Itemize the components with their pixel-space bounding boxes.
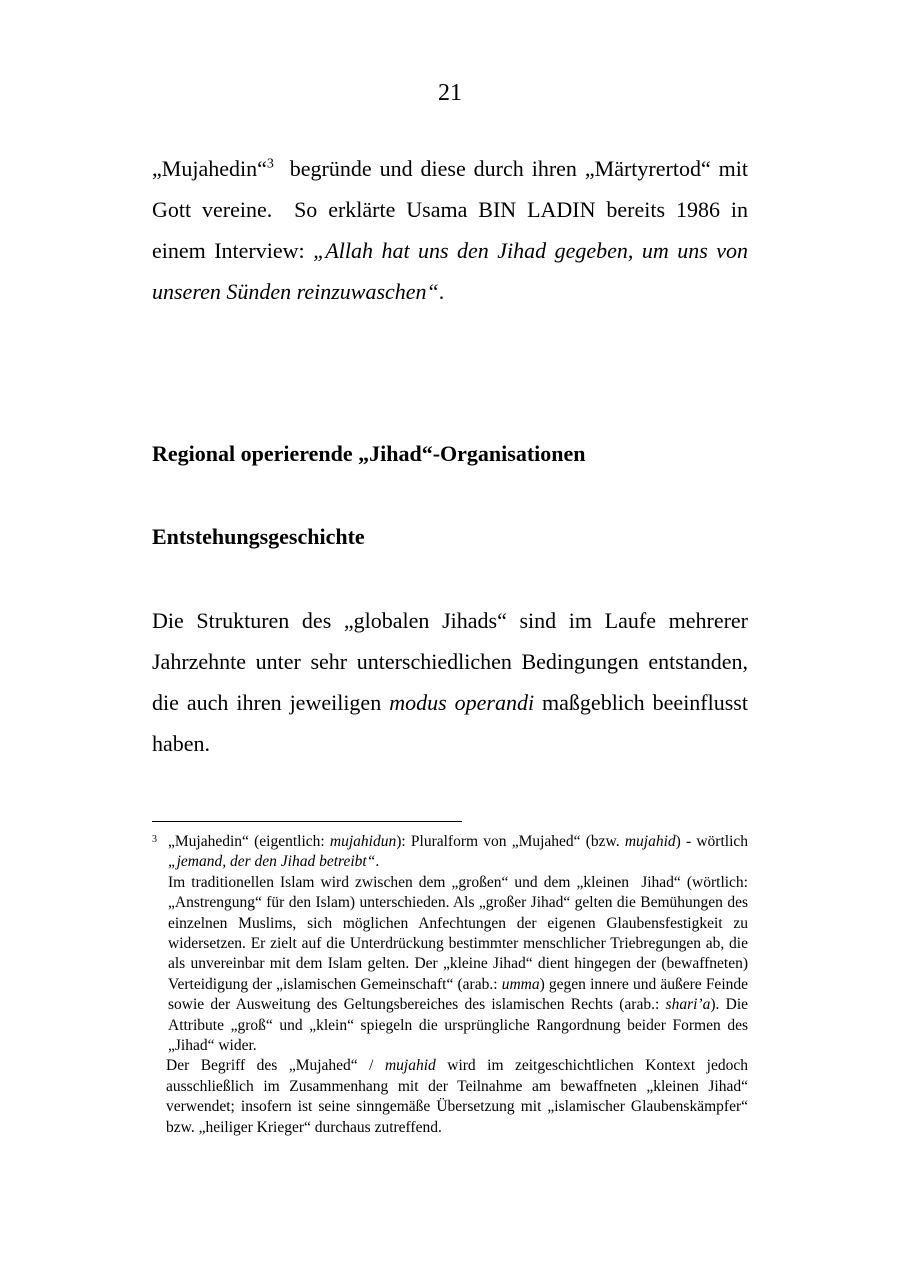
footnote-term: shari’a — [665, 996, 711, 1014]
body-paragraph-text-2: maßgeblich beeinflusst haben. — [152, 690, 748, 756]
footnote-term: mujahid — [624, 833, 676, 850]
footnote-text: wird im zeitgeschichtlichen Kontext jedoch ausschließlich im Zusammenhang mit der Teilnahme am bewaffneten „kleinen Jihad“ verwendet; insofern ist seine sinngemäße Übersetzung mit „islamischer Glaubenskämpfer“ bzw. „heiliger Krieger“ durchaus zutreffend. — [166, 1057, 748, 1136]
top-paragraph-text-2: begründe und diese durch ihren „Märtyrertod“ mit Gott vereine. So erklärte Usama BIN LADIN bereits 1986 in einem Interview: — [152, 156, 754, 263]
footnote-paragraph-2 — [152, 873, 752, 1057]
page-number: 21 — [438, 80, 462, 106]
footnote-text: ) - wörtlich — [675, 833, 749, 850]
modus-operandi-term: modus operandi — [389, 690, 535, 715]
bin-ladin-quote: „Allah hat uns den Jihad gegeben, um uns von unseren Sünden reinzuwaschen“ — [152, 238, 748, 304]
top-paragraph-end: . — [438, 279, 445, 304]
top-paragraph — [152, 148, 754, 312]
footnote-term: mujahid — [384, 1057, 436, 1075]
footnote-text: ) gegen innere und äußere Feinde sowie der Ausweitung des Geltungsbereiches des islamischen Rechts (arab.: — [168, 975, 749, 1014]
footnote-text: ). Die Attribute „groß“ und „klein“ spiegeln die ursprüngliche Rangordnung beider Formen des „Jihad“ wider. — [168, 996, 749, 1055]
footnote-text: Im traditionellen Islam wird zwischen dem „großen“ und dem „kleinen Jihad“ (wörtlich: „Anstrengung“ für den Islam) unterschieden. Als „großer Jihad“ gelten die Bemühungen des einzelnen Muslims, sich möglichen Anfechtungen der eigenen Glaubensfestigkeit zu widersetzen. Er zielt auf die Unterdrückung bestimmter menschlicher Triebregungen ab, die als unvereinbar mit dem Islam gelten. Der „kleine Jihad“ dient hingegen der (bewaffneten) Verteidigung der „islamischen Gemeinschaft“ (arab.: — [168, 873, 752, 993]
body-paragraph-text-1: Die Strukturen des „globalen Jihads“ sind im Laufe mehrerer Jahrzehnte unter sehr unterschiedlichen Bedingungen entstanden, die auch ihren jeweiligen — [152, 608, 748, 715]
top-paragraph-text-1: „Mujahedin“ — [152, 156, 267, 181]
footnote-text: „Mujahedin“ (eigentlich: — [168, 833, 330, 850]
footnote-term: umma — [501, 975, 540, 993]
subsection-heading: Entstehungsgeschichte — [152, 524, 365, 549]
footnote-paragraph-3 — [152, 1056, 748, 1138]
footnote-text: . — [375, 853, 380, 871]
footnote-text: Der Begriff des „Mujahed“ / — [166, 1057, 385, 1075]
footnote — [152, 832, 752, 1138]
body-paragraph — [152, 600, 748, 764]
footnote-translation: „jemand, der den Jihad betreibt“ — [168, 853, 376, 871]
footnote-reference[interactable]: 3 — [266, 156, 274, 172]
footnote-term: mujahidun — [329, 833, 397, 850]
section-heading: Regional operierende „Jihad“-Organisationen — [152, 441, 586, 466]
footnote-paragraph-1 — [152, 832, 748, 873]
footnote-separator — [152, 821, 462, 822]
footnote-mark: 3 — [152, 834, 157, 845]
footnote-text: ): Pluralform von „Mujahed“ (bzw. — [396, 833, 625, 850]
